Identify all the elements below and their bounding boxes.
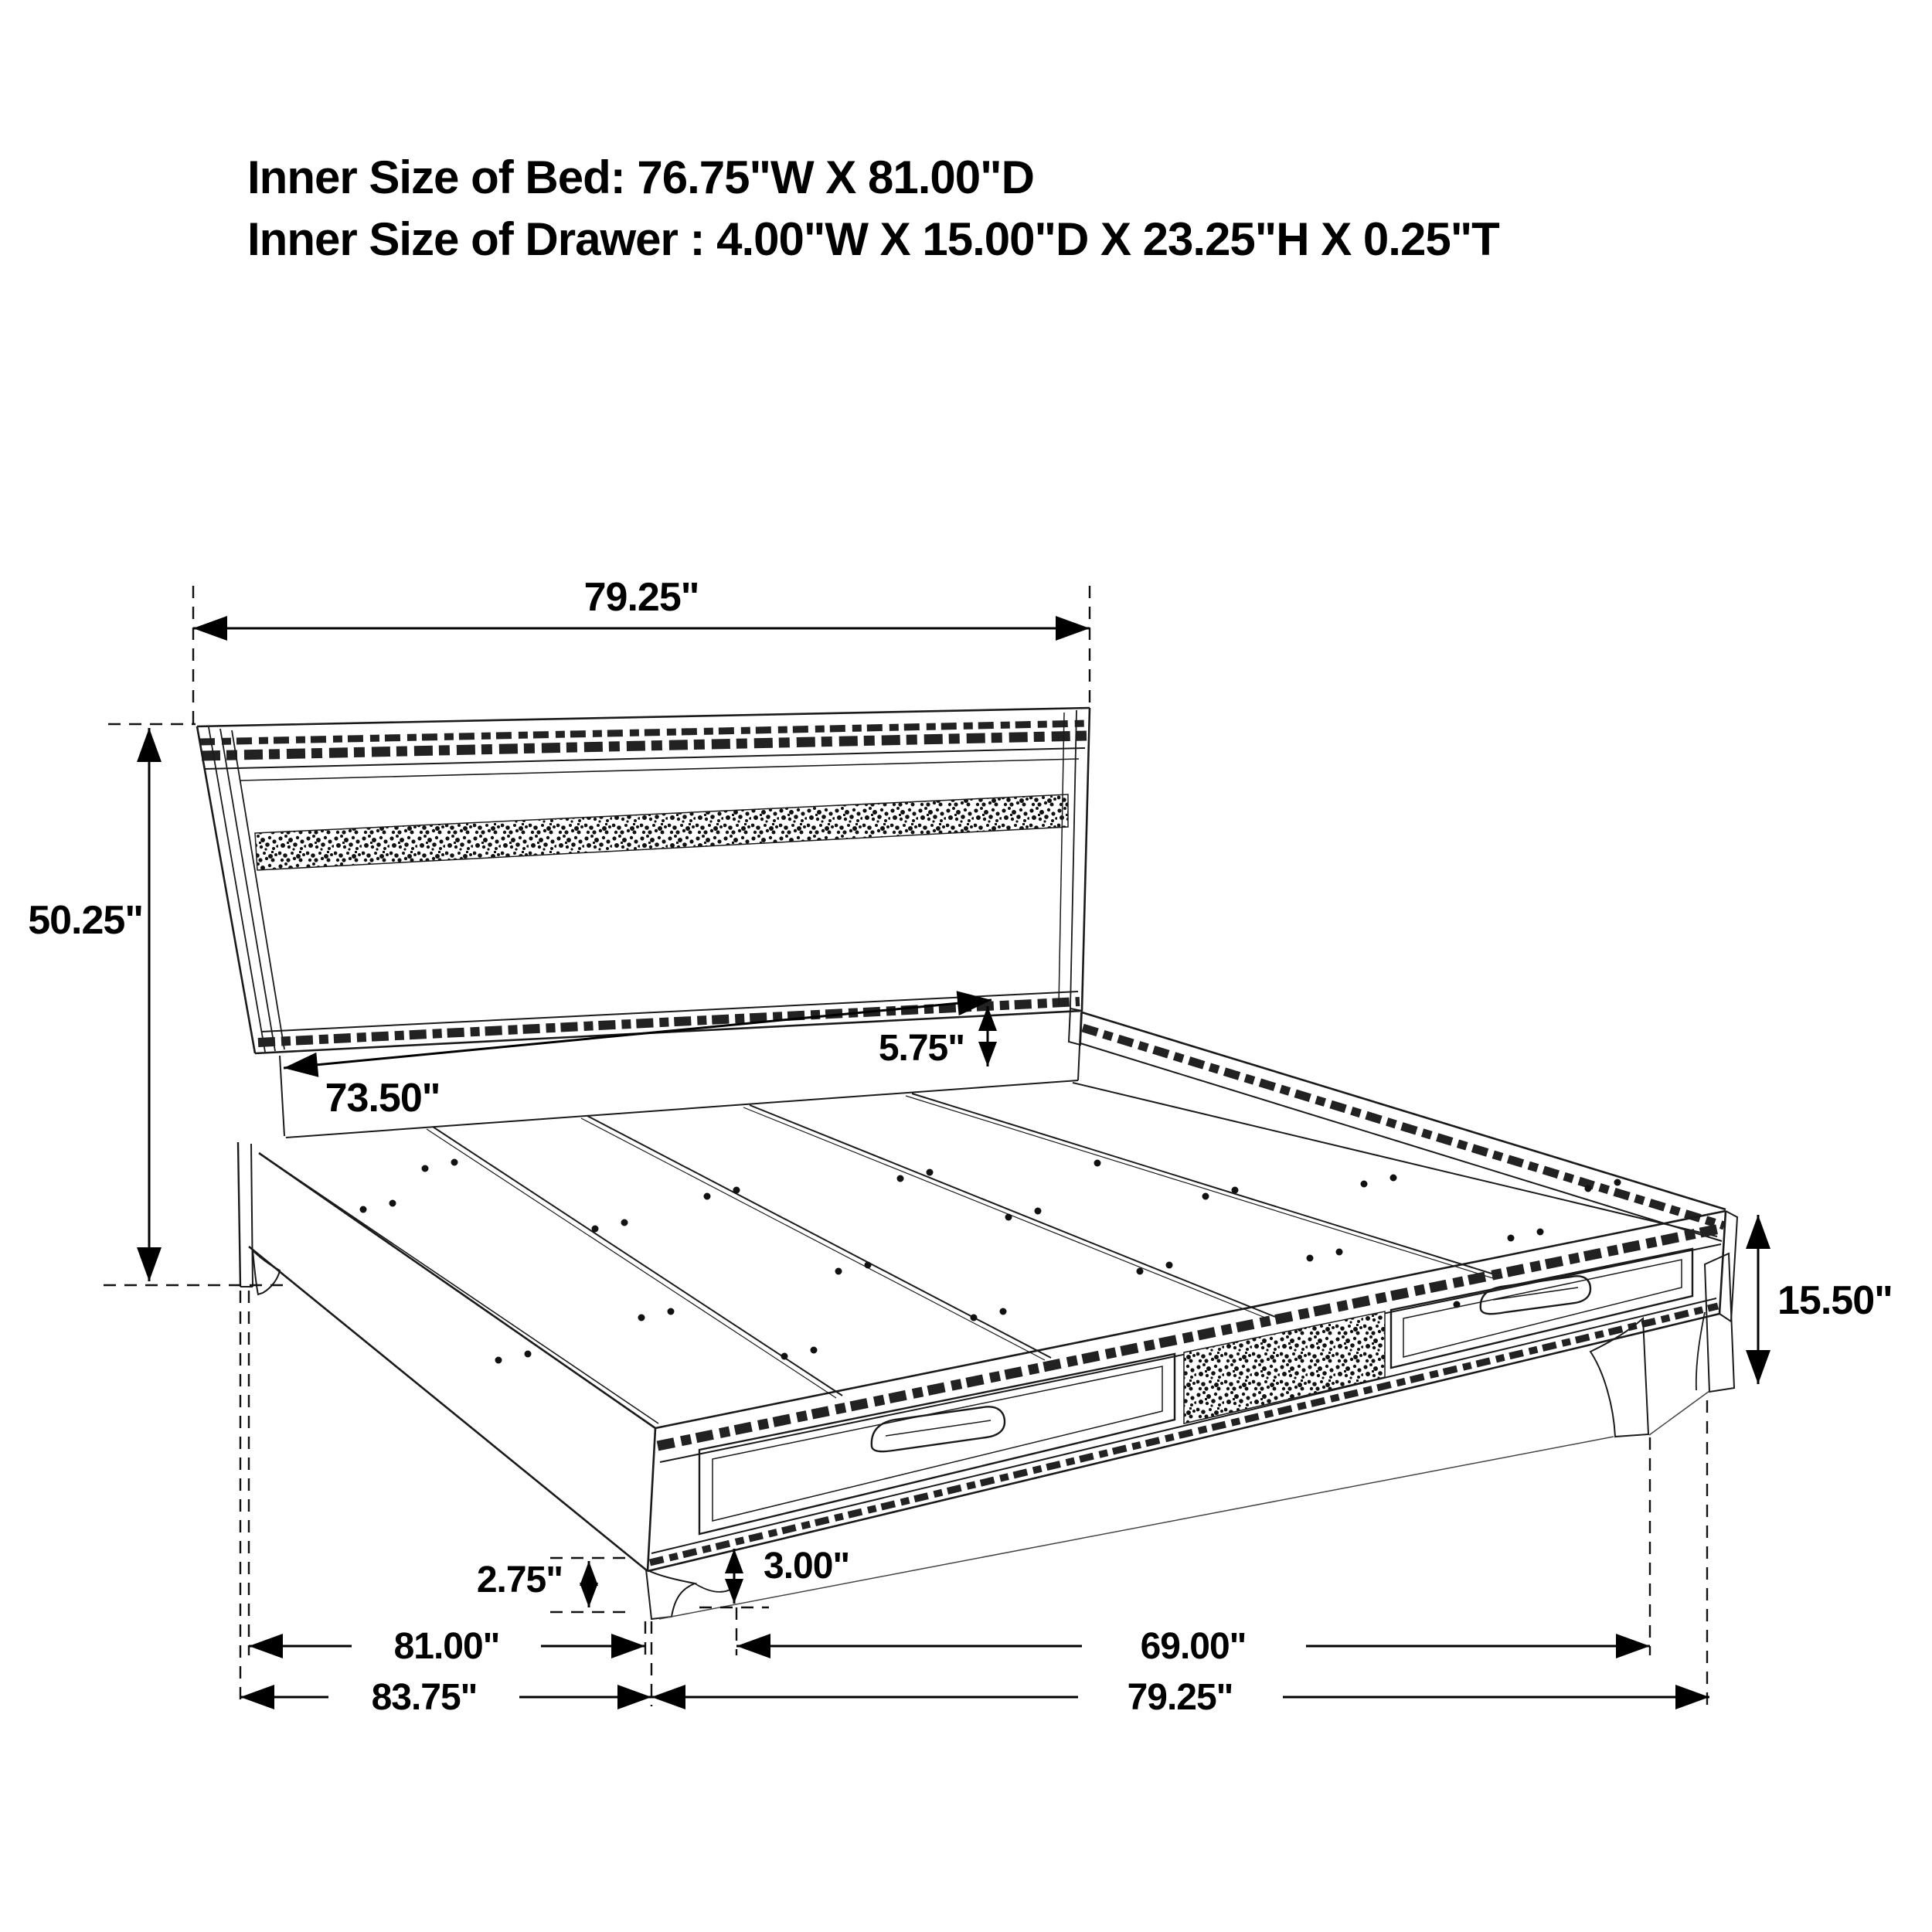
dim-back-rail-height-label: 5.75" xyxy=(878,1028,964,1069)
dim-floor-clearance-label: 3.00" xyxy=(764,1546,850,1587)
dim-inner-depth-label: 81.00" xyxy=(393,1626,500,1667)
headboard-glitter-band xyxy=(255,794,1068,870)
title-line-2: Inner Size of Drawer : 4.00"W X 15.00"D X 23.25"H X 0.25"T xyxy=(247,213,1499,265)
dim-foot-bracket-label: 2.75" xyxy=(476,1560,563,1600)
rear-right-leg xyxy=(1705,1253,1734,1392)
near-side-rail-drawing xyxy=(249,1153,658,1571)
dim-overall-width-label: 79.25" xyxy=(1127,1677,1233,1718)
dim-drawer-span-label: 69.00" xyxy=(1140,1626,1247,1667)
headboard-drawing xyxy=(197,708,1090,1294)
dim-headboard-width-label: 79.25" xyxy=(583,575,699,620)
slat-screw-dots xyxy=(360,1159,1621,1364)
dim-inner-width-label: 73.50" xyxy=(325,1076,440,1121)
left-drawer xyxy=(699,1354,1175,1534)
left-drawer-handle xyxy=(872,1406,1005,1451)
right-drawer xyxy=(1391,1249,1692,1368)
front-left-foot xyxy=(646,1570,695,1619)
far-side-rail-drawing xyxy=(1080,1012,1726,1241)
dim-overall-depth-label: 83.75" xyxy=(371,1677,478,1718)
dim-headboard-height-label: 50.25" xyxy=(28,898,143,943)
right-drawer-handle xyxy=(1481,1276,1590,1314)
title-line-1: Inner Size of Bed: 76.75"W X 81.00"D xyxy=(247,151,1034,203)
dimension-annotations xyxy=(28,575,1893,1718)
dim-footboard-height-label: 15.50" xyxy=(1777,1278,1893,1323)
title-block xyxy=(247,151,1499,265)
